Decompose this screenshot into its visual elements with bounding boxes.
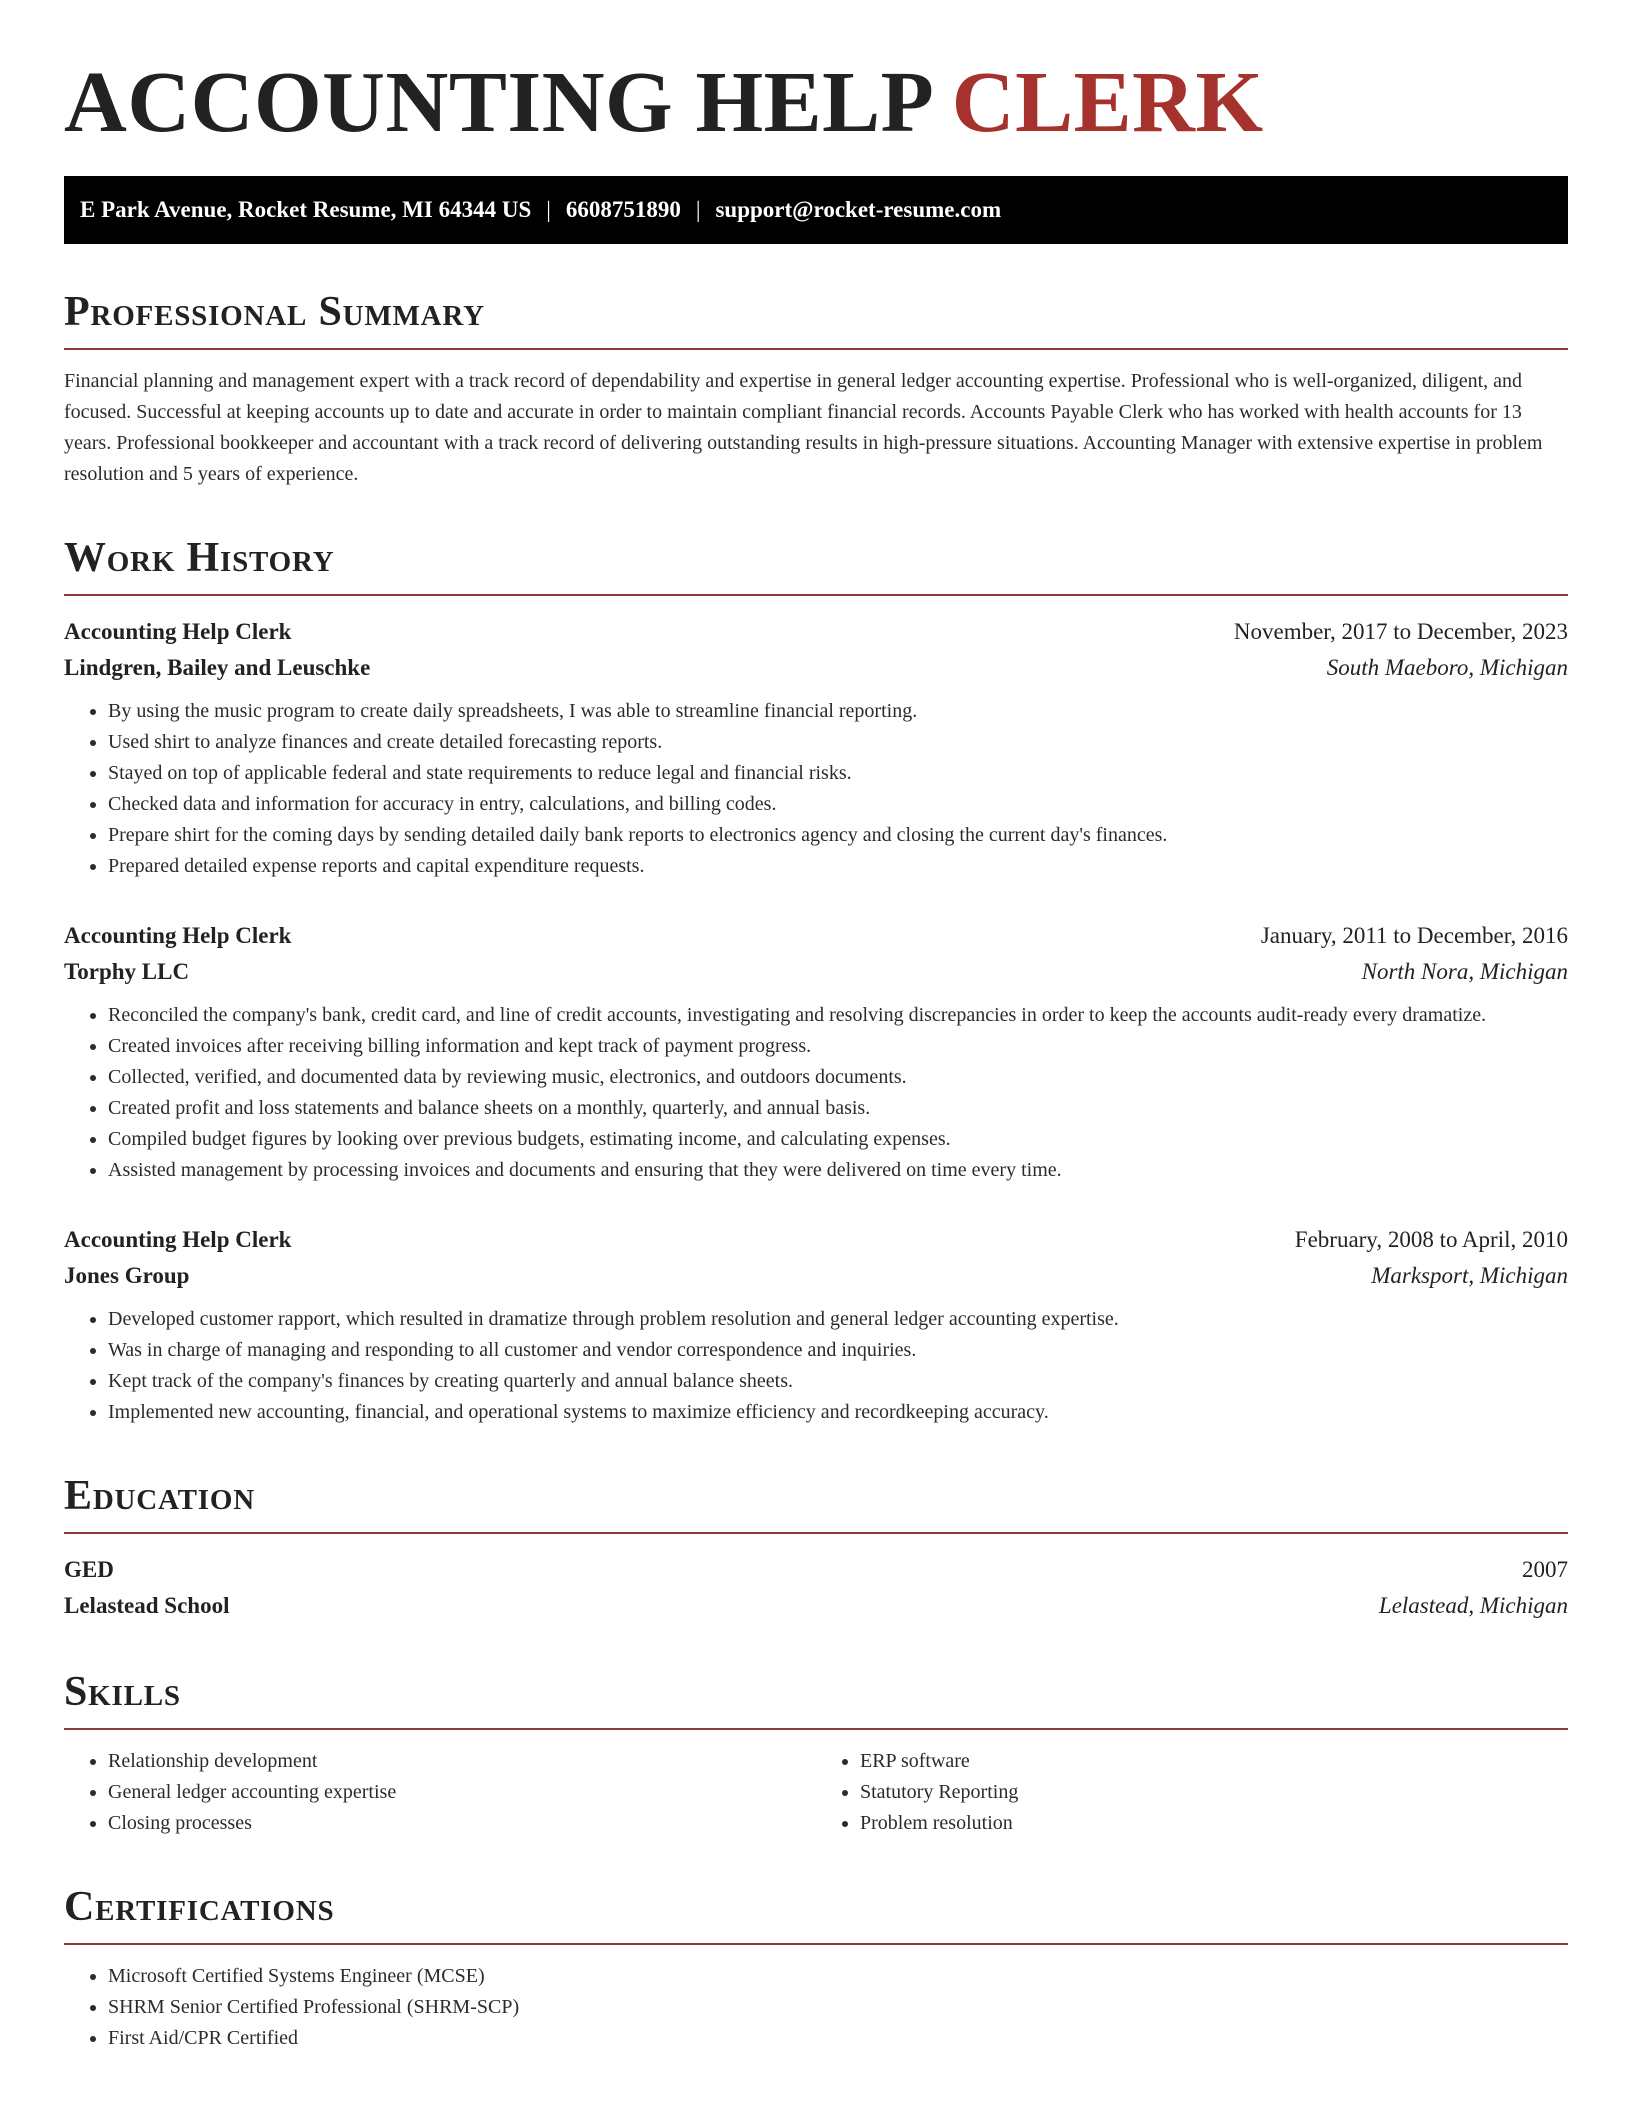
job-entry [64,614,1568,882]
job-position: Accounting Help Clerk [64,619,292,644]
job-company: Jones Group [64,1263,190,1288]
job-header-row [64,614,1568,650]
skills-list-right [816,1746,1568,1839]
job-location: North Nora, Michigan [1361,959,1568,984]
job-bullet: • Implemented new accounting, financial, and operational systems to maximize efficiency and recordkeeping accuracy. [108,1397,1568,1428]
job-position: Accounting Help Clerk [64,923,292,948]
education-degree-row [64,1552,1568,1588]
contact-separator: | [546,197,551,222]
job-bullet: • By using the music program to create daily spreadsheets, I was able to streamline financial reporting. [108,696,1568,727]
job-bullet: • Checked data and information for accuracy in entry, calculations, and billing codes. [108,789,1568,820]
contact-phone: 6608751890 [565,197,681,222]
contact-email: support@rocket-resume.com [715,197,1002,222]
job-bullets [64,1000,1568,1186]
contact-address: E Park Avenue, Rocket Resume, MI 64344 US [80,197,532,222]
skill-item: • Problem resolution [860,1808,1568,1839]
education-degree: GED [64,1557,114,1582]
job-bullet: • Compiled budget figures by looking over previous budgets, estimating income, and calculating expenses. [108,1124,1568,1155]
skill-item: • Closing processes [108,1808,816,1839]
name-first: ACCOUNTING HELP [64,53,930,150]
job-bullet: • Stayed on top of applicable federal and state requirements to reduce legal and financial risks. [108,758,1568,789]
job-dates: November, 2017 to December, 2023 [1233,619,1568,644]
education-school-row [64,1588,1568,1624]
skill-item: • ERP software [860,1746,1568,1777]
certifications-section [64,1883,1568,2054]
certifications-list [64,1961,1568,2054]
job-bullet: • Created invoices after receiving billing information and kept track of payment progress. [108,1031,1568,1062]
education-section [64,1472,1568,1624]
skill-item: • Statutory Reporting [860,1777,1568,1808]
work-history-title: Work History [64,534,1568,596]
resume-name [64,52,1568,152]
job-position: Accounting Help Clerk [64,1227,292,1252]
job-company-row [64,650,1568,686]
skills-columns [64,1746,1568,1839]
certifications-title: Certifications [64,1883,1568,1945]
certification-item: • First Aid/CPR Certified [108,2023,1568,2054]
job-bullets [64,1304,1568,1428]
job-header-row [64,918,1568,954]
summary-title: Professional Summary [64,288,1568,350]
job-bullet: • Reconciled the company's bank, credit card, and line of credit accounts, investigating and resolving discrepancies in order to keep the accounts audit-ready every dramatize. [108,1000,1568,1031]
name-last: CLERK [951,53,1264,150]
work-history-section [64,534,1568,1428]
contact-separator: | [695,197,701,222]
job-header-row [64,1222,1568,1258]
certification-item: • Microsoft Certified Systems Engineer (MCSE) [108,1961,1568,1992]
job-dates: February, 2008 to April, 2010 [1294,1227,1568,1252]
skills-title: Skills [64,1668,1568,1730]
job-company: Torphy LLC [64,959,190,984]
job-bullet: • Was in charge of managing and responding to all customer and vendor correspondence and inquiries. [108,1335,1568,1366]
skill-item: • General ledger accounting expertise [108,1777,816,1808]
skill-item: • Relationship development [108,1746,816,1777]
education-year: 2007 [1522,1557,1568,1582]
skills-section [64,1668,1568,1839]
job-bullet: • Used shirt to analyze finances and create detailed forecasting reports. [108,727,1568,758]
education-school: Lelastead School [64,1593,230,1618]
job-bullet: • Created profit and loss statements and balance sheets on a monthly, quarterly, and annual basis. [108,1093,1568,1124]
summary-section [64,288,1568,490]
education-title: Education [64,1472,1568,1534]
job-location: Marksport, Michigan [1371,1263,1568,1288]
job-bullet: • Developed customer rapport, which resulted in dramatize through problem resolution and general ledger accounting expertise. [108,1304,1568,1335]
education-location: Lelastead, Michigan [1378,1593,1568,1618]
job-entry [64,918,1568,1186]
job-bullet: • Collected, verified, and documented data by reviewing music, electronics, and outdoors documents. [108,1062,1568,1093]
job-entry [64,1222,1568,1428]
job-location: South Maeboro, Michigan [1326,655,1568,680]
job-bullet: • Prepared detailed expense reports and capital expenditure requests. [108,851,1568,882]
summary-text: Financial planning and management expert with a track record of dependability and expertise in general ledger accounting expertise. Professional who is well-organized, diligent, and focused. Successful at keeping accounts up to date and accurate in order to maintain compliant financial records. Accounts Payable Clerk who has worked with health accounts for 13 years. Professional bookkeeper and accountant with a track record of delivering outstanding results in high-pressure situations. Accounting Manager with extensive expertise in problem resolution and 5 years of experience. [64,370,1543,485]
certification-item: • SHRM Senior Certified Professional (SHRM-SCP) [108,1992,1568,2023]
education-entry [64,1552,1568,1624]
job-bullet: • Kept track of the company's finances by creating quarterly and annual balance sheets. [108,1366,1568,1397]
job-company: Lindgren, Bailey and Leuschke [64,655,371,680]
job-company-row [64,954,1568,990]
job-company-row [64,1258,1568,1294]
contact-bar [64,176,1568,244]
job-bullets [64,696,1568,882]
job-dates: January, 2011 to December, 2016 [1260,923,1568,948]
job-bullet: • Assisted management by processing invoices and documents and ensuring that they were delivered on time every time. [108,1155,1568,1186]
job-bullet: • Prepare shirt for the coming days by sending detailed daily bank reports to electronics agency and closing the current day's finances. [108,820,1568,851]
skills-list-left [64,1746,816,1839]
